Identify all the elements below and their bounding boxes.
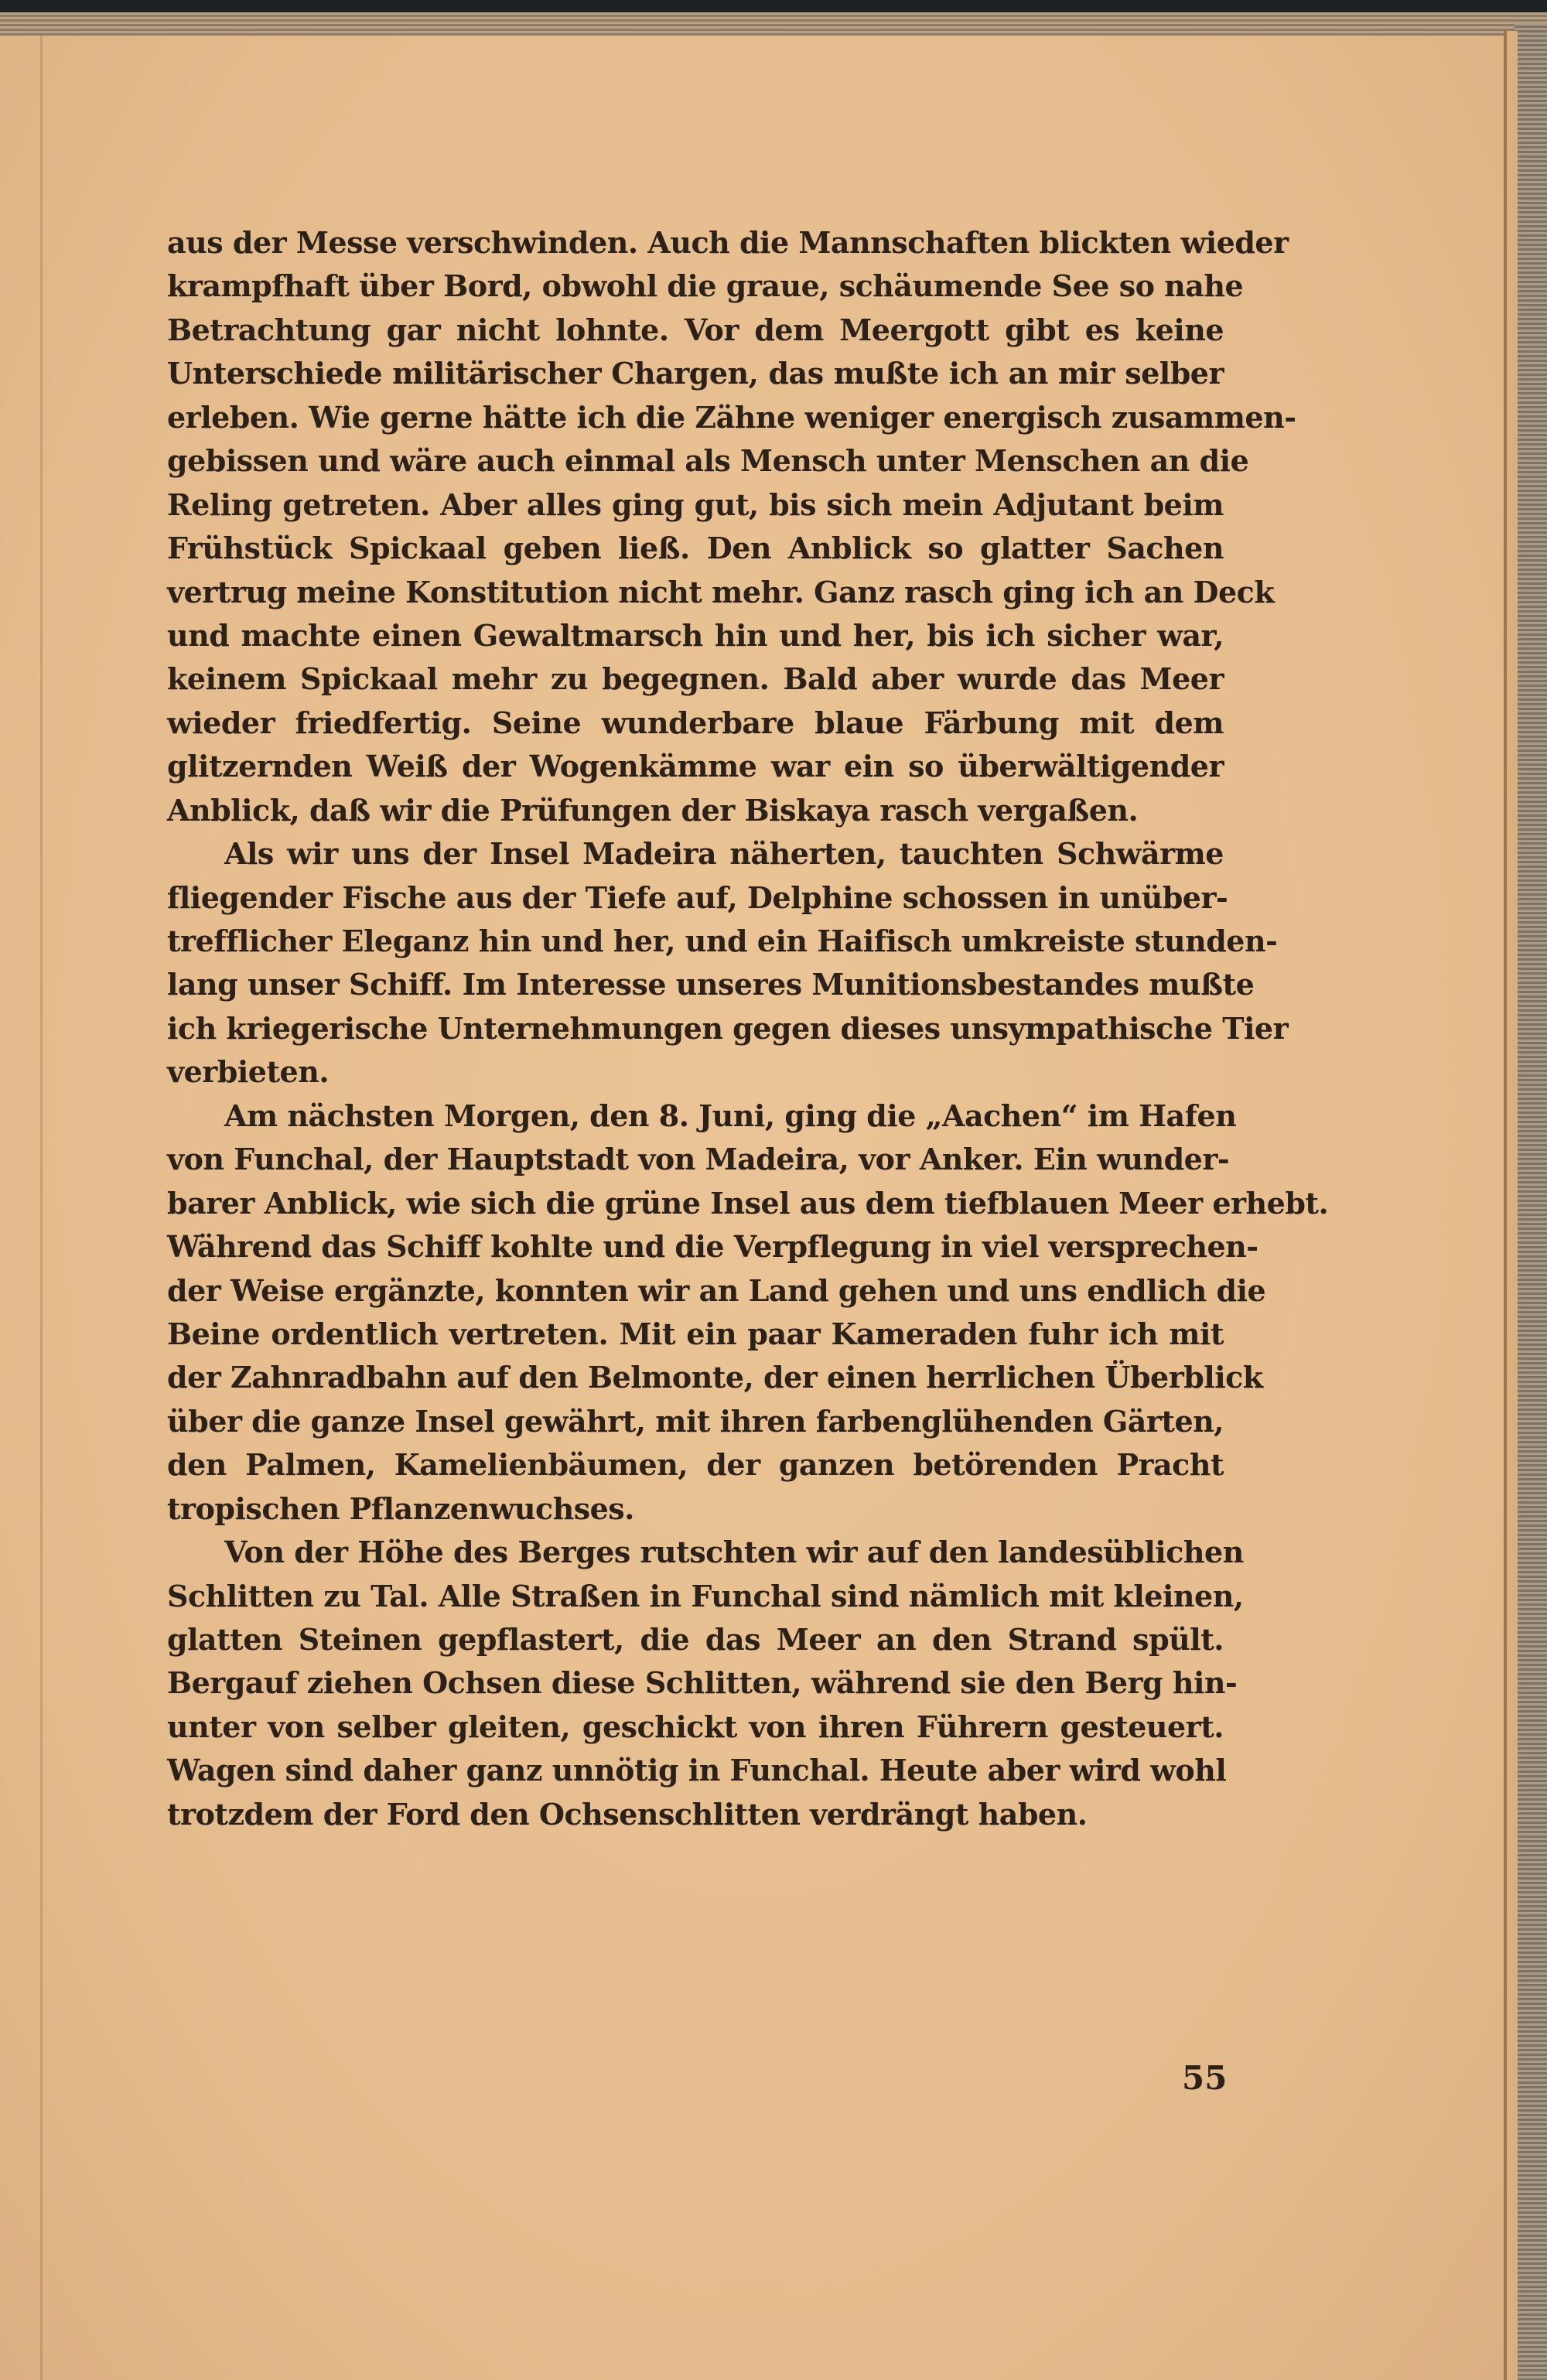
book-cover-edge-right [1515,23,1547,2380]
page-crease [40,36,43,2380]
text-line: und machte einen Gewaltmarsch hin und her, bis ich sicher war, [167,617,1224,653]
text-line: tropischen Pflanzenwuchses. [167,1490,634,1526]
page-edge [1504,31,1518,2380]
text-line: unter von selber gleiten, geschickt von ihren Führern gesteuert. [167,1709,1224,1744]
book-cover-edge-top [0,12,1547,36]
text-line: ich kriegerische Unternehmungen gegen dieses unsympathische Tier [167,1010,1289,1046]
text-line: lang unser Schiff. Im Interesse unseres Munitionsbestandes mußte [167,967,1255,1002]
text-line: von Funchal, der Hauptstadt von Madeira, vor Anker. Ein wunder- [167,1142,1230,1177]
text-line: Unterschiede militärischer Chargen, das mußte ich an mir selber [167,356,1224,391]
text-line: der Weise ergänzte, konnten wir an Land gehen und uns endlich die [167,1272,1266,1308]
text-line: wieder friedfertig. Seine wunderbare blaue Färbung mit dem [167,705,1224,740]
text-line: fliegender Fische aus der Tiefe auf, Delphine schossen in unüber- [167,879,1228,915]
text-line: glitzernden Weiß der Wogenkämme war ein so überwältigender [167,749,1224,784]
text-line: trotzdem der Ford den Ochsenschlitten verdrängt haben. [167,1796,1088,1832]
text-line: glatten Steinen gepflastert, die das Meer an den Strand spült. [167,1622,1224,1657]
text-line: Am nächsten Morgen, den 8. Juni, ging die „Aachen“ im Hafen [224,1098,1237,1133]
text-line: Während das Schiff kohlte und die Verpflegung in viel versprechen- [167,1229,1258,1265]
text-line: der Zahnradbahn auf den Belmonte, der einen herrlichen Überblick [167,1360,1263,1395]
text-line: Als wir uns der Insel Madeira näherten, tauchten Schwärme [224,836,1224,872]
text-line: Von der Höhe des Berges rutschten wir auf den landesüblichen [224,1535,1244,1570]
text-line: keinem Spickaal mehr zu begegnen. Bald aber wurde das Meer [167,661,1224,697]
text-line: Reling getreten. Aber alles ging gut, bis sich mein Adjutant beim [167,487,1224,522]
page-number: 55 [1182,2059,1228,2097]
text-line: Betrachtung gar nicht lohnte. Vor dem Meergott gibt es keine [167,312,1224,347]
text-line: vertrug meine Konstitution nicht mehr. Ganz rasch ging ich an Deck [167,574,1275,610]
text-line: Wagen sind daher ganz unnötig in Funchal. Heute aber wird wohl [167,1753,1227,1788]
text-line: trefflicher Eleganz hin und her, und ein Haifisch umkreiste stunden- [167,924,1278,958]
text-line: über die ganze Insel gewährt, mit ihren farbenglühenden Gärten, [167,1403,1224,1439]
text-line: Beine ordentlich vertreten. Mit ein paar Kameraden fuhr ich mit [167,1316,1224,1351]
text-line: gebissen und wäre auch einmal als Mensch unter Menschen an die [167,443,1249,479]
text-line: erleben. Wie gerne hätte ich die Zähne weniger energisch zusammen- [167,399,1296,435]
text-line: aus der Messe verschwinden. Auch die Mannschaften blickten wieder [167,225,1289,260]
text-line: den Palmen, Kamelienbäumen, der ganzen betörenden Pracht [167,1447,1224,1483]
body-text [167,221,1329,1836]
text-line: Bergauf ziehen Ochsen diese Schlitten, während sie den Berg hin- [167,1665,1238,1701]
text-line: Frühstück Spickaal geben ließ. Den Anblick so glatter Sachen [167,531,1224,566]
text-line: barer Anblick, wie sich die grüne Insel aus dem tiefblauen Meer erhebt. [167,1185,1329,1221]
text-line: Anblick, daß wir die Prüfungen der Biskaya rasch vergaßen. [167,792,1139,828]
text-line: Schlitten zu Tal. Alle Straßen in Funchal sind nämlich mit kleinen, [167,1578,1244,1613]
text-line: krampfhaft über Bord, obwohl die graue, schäumende See so nahe [167,268,1244,304]
text-line: verbieten. [167,1054,330,1090]
